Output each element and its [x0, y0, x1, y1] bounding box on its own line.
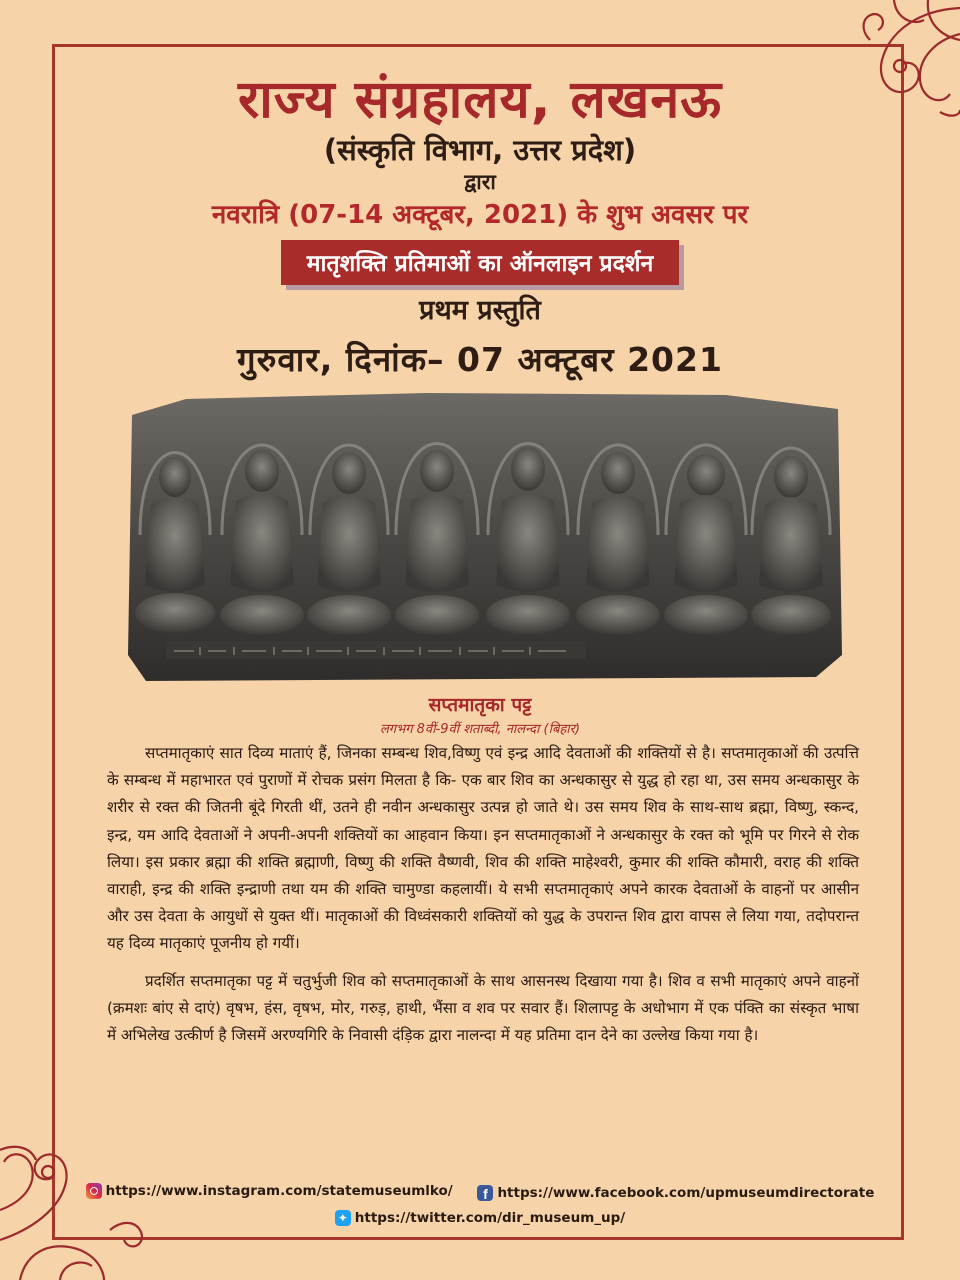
- social-links-row-1: [0, 1183, 960, 1203]
- description-paragraph-1: सप्तमातृकाएं सात दिव्य माताएं हैं, जिनका सम्बन्ध शिव,विष्णु एवं इन्द्र आदि देवताओं की शक्तियों से है। सप्तमातृकाओं की उत्पत्ति के सम्बन्ध में महाभारत एवं पुराणों में रोचक प्रसंग मिलता है कि- एक बार शिव का अन्धकासुर से युद्ध हो रहा था, उस समय अन्धकासुर के शरीर से रक्त की जितनी बूंदे गिरती थीं, उतने ही नवीन अन्धकासुर उत्पन्न हो जाते थे। उस समय शिव के साथ-साथ ब्रह्मा, विष्णु, स्कन्द, इन्द्र, यम आदि देवताओं ने अपनी-अपनी शक्तियों का आहवान किया। इन सप्तमातृकाओं ने अन्धकासुर के रक्त को भूमि पर गिरने से रोक लिया। इस प्रकार ब्रह्मा की शक्ति ब्रह्माणी, विष्णु की शक्ति वैष्णवी, शिव की शक्ति माहेश्वरी, कुमार की शक्ति कौमारी, वराह की शक्ति वाराही, इन्द्र की शक्ति इन्द्राणी तथा यम की शक्ति चामुण्डा कहलायीं। ये सभी सप्तमातृकाएं अपने कारक देवताओं के वाहनों पर आसीन और उस देवता के आयुधों से युक्त थीं। मातृकाओं की विध्वंसकारी शक्तियों को युद्ध के उपरान्त शिव द्वारा वापस ले लिया गया, तदोपरान्त यह दिव्य मातृकाएं पूजनीय हो गयीं।: [107, 744, 859, 953]
- facebook-url[interactable]: https://www.facebook.com/upmuseumdirectorate: [497, 1185, 875, 1201]
- instagram-link[interactable]: [86, 1183, 453, 1199]
- page-title: राज्य संग्रहालय, लखनऊ: [237, 70, 723, 130]
- twitter-url[interactable]: https://twitter.com/dir_museum_up/: [354, 1210, 626, 1226]
- by-line: द्वारा: [464, 170, 496, 194]
- caption-title: सप्तमातृका पट्ट: [428, 694, 532, 716]
- social-links-row-2: [0, 1210, 960, 1226]
- banner-container: [0, 240, 960, 285]
- occasion-line: नवरात्रि (07-14 अक्टूबर, 2021) के शुभ अवसर पर: [211, 200, 749, 230]
- saptamatrika-relief-image: [126, 385, 844, 683]
- facebook-icon: f: [477, 1185, 493, 1201]
- instagram-url[interactable]: https://www.instagram.com/statemuseumlko/: [105, 1183, 453, 1199]
- description-paragraph-2: प्रदर्शित सप्तमातृका पट्ट में चतुर्भुजी शिव को सप्तमातृकाओं के साथ आसनस्थ दिखाया गया है। शिव व सभी मातृकाएं अपने वाहनों (क्रमशः बांए से दाएं) वृषभ, हंस, वृषभ, मोर, गरुड़, हाथी, भैंसा व शव पर सवार हैं। शिलापट्ट के अधोभाग में एक पंक्ति का संस्कृत भाषा में अभिलेख उत्कीर्ण है जिसमें अरण्यगिरि के निवासी दंड़िक द्वारा नालन्दा में यह प्रतिमा दान देने का उल्लेख किया गया है।: [107, 971, 859, 1045]
- presentation-label: प्रथम प्रस्तुति: [419, 295, 541, 326]
- description-text: [107, 740, 859, 1049]
- twitter-icon: ✦: [335, 1210, 351, 1226]
- instagram-icon: [86, 1183, 102, 1199]
- caption-subtitle: लगभग 8वीं-9वीं शताब्दी, नालन्दा (बिहार): [379, 722, 581, 737]
- department-subtitle: (संस्कृति विभाग, उत्तर प्रदेश): [323, 133, 637, 167]
- twitter-link[interactable]: [335, 1210, 625, 1226]
- exhibition-banner: मातृशक्ति प्रतिमाओं का ऑनलाइन प्रदर्शन: [281, 240, 680, 285]
- date-line: गुरुवार, दिनांक– 07 अक्टूबर 2021: [237, 340, 723, 379]
- facebook-link[interactable]: [477, 1185, 874, 1201]
